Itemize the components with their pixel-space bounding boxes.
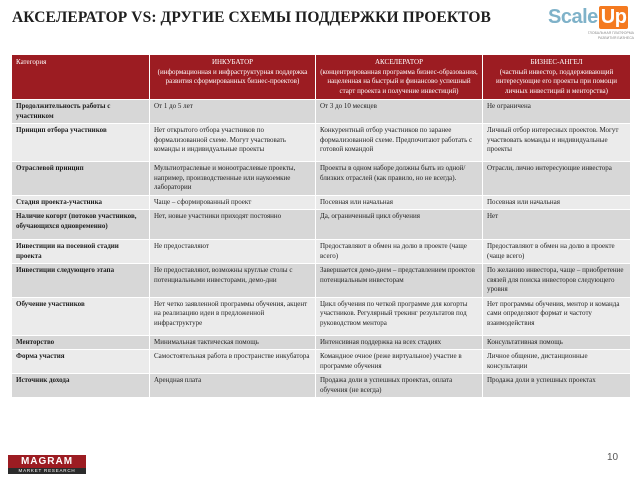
row-header: Менторство bbox=[12, 335, 150, 350]
row-header: Продолжительность работы с участником bbox=[12, 100, 150, 124]
column-header-category: Категория bbox=[12, 55, 150, 100]
table-row bbox=[12, 240, 631, 264]
logo-wordmark bbox=[548, 6, 628, 29]
cell-incubator: Нет, новые участники приходят постоянно bbox=[150, 210, 316, 240]
cell-accelerator: Да, ограниченный цикл обучения bbox=[316, 210, 483, 240]
cell-business-angel: Предоставляют в обмен на долю в проекте (чаще всего) bbox=[483, 240, 631, 264]
column-header-incubator: ИНКУБАТОР (информационная и инфраструктурная поддержка развития сформированных бизнес-проектов) bbox=[150, 55, 316, 100]
row-header: Инвестиции следующего этапа bbox=[12, 264, 150, 298]
table-row bbox=[12, 124, 631, 162]
logo-highlight: Up bbox=[600, 6, 627, 28]
table-row bbox=[12, 297, 631, 335]
footer-brand: MAGRAM bbox=[8, 455, 86, 468]
table-row bbox=[12, 162, 631, 196]
cell-accelerator: Командное очное (реже виртуальное) участие в программе обучения bbox=[316, 350, 483, 374]
table-row bbox=[12, 374, 631, 398]
cell-business-angel: Личный отбор интересных проектов. Могут участвовать команды и индивидуальные проекты bbox=[483, 124, 631, 162]
cell-accelerator: Посевная или начальная bbox=[316, 195, 483, 210]
magram-logo bbox=[8, 455, 86, 475]
cell-incubator: Мультиотраслевые и моноотраслевые проекты, например, производственные или наукоемкие лаборатории bbox=[150, 162, 316, 196]
logo-tagline: ГЛОБАЛЬНАЯ ПЛАТФОРМА РАЗВИТИЯ БИЗНЕСА bbox=[587, 31, 634, 40]
cell-incubator: Арендная плата bbox=[150, 374, 316, 398]
page-number: 10 bbox=[607, 452, 619, 463]
cell-business-angel: Не ограничена bbox=[483, 100, 631, 124]
cell-incubator: Не предоставляют bbox=[150, 240, 316, 264]
comparison-table bbox=[11, 54, 631, 398]
row-header: Источник дохода bbox=[12, 374, 150, 398]
cell-business-angel: Личное общение, дистанционные консультации bbox=[483, 350, 631, 374]
cell-incubator: Самостоятельная работа в пространстве инкубатора bbox=[150, 350, 316, 374]
slide-title: АКСЕЛЕРАТОР VS: ДРУГИЕ СХЕМЫ ПОДДЕРЖКИ ПРОЕКТОВ bbox=[12, 9, 491, 26]
footer-sub: MARKET RESEARCH bbox=[8, 468, 86, 474]
row-header: Принцип отбора участников bbox=[12, 124, 150, 162]
cell-incubator: Нет открытого отбора участников по формализованной схеме. Могут участвовать команды и индивидуальные проекты bbox=[150, 124, 316, 162]
cell-accelerator: Предоставляют в обмен на долю в проекте (чаще всего) bbox=[316, 240, 483, 264]
table-row bbox=[12, 100, 631, 124]
table-row bbox=[12, 195, 631, 210]
table-body bbox=[12, 100, 631, 398]
table-row bbox=[12, 264, 631, 298]
table-row bbox=[12, 350, 631, 374]
table-header-row bbox=[12, 55, 631, 100]
table-row bbox=[12, 335, 631, 350]
column-header-accelerator: АКСЕЛЕРАТОР (концентрированная программа бизнес-образования, нацеленная на быстрый и финансово успешный старт проекта и получение инвестиций) bbox=[316, 55, 483, 100]
cell-accelerator: Интенсивная поддержка на всех стадиях bbox=[316, 335, 483, 350]
cell-accelerator: Конкурентный отбор участников по заранее формализованной схеме. Предпочитают работать с готовой командой bbox=[316, 124, 483, 162]
row-header: Стадия проекта-участника bbox=[12, 195, 150, 210]
cell-accelerator: Продажа доли в успешных проектах, оплата обучения (не всегда) bbox=[316, 374, 483, 398]
cell-business-angel: Нет программы обучения, ментор и команда сами определяют формат и частоту взаимодействия bbox=[483, 297, 631, 335]
row-header: Форма участия bbox=[12, 350, 150, 374]
row-header: Инвестиции на посевной стадии проекта bbox=[12, 240, 150, 264]
cell-accelerator: Завершается демо-днем – представлением проектов потенциальным инвесторам bbox=[316, 264, 483, 298]
cell-business-angel: Консультативная помощь bbox=[483, 335, 631, 350]
row-header: Обучение участников bbox=[12, 297, 150, 335]
cell-incubator: Чаще – сформированный проект bbox=[150, 195, 316, 210]
logo-word: Scale bbox=[548, 6, 598, 28]
column-header-business-angel: БИЗНЕС-АНГЕЛ (частный инвестор, поддерживающий интересующие его проекты при помощи личных инвестиций и менторства) bbox=[483, 55, 631, 100]
cell-accelerator: Проекты в одном наборе должны быть из одной/близких отраслей (как правило, но не всегда). bbox=[316, 162, 483, 196]
table-row bbox=[12, 210, 631, 240]
cell-incubator: От 1 до 5 лет bbox=[150, 100, 316, 124]
cell-incubator: Не предоставляют, возможны круглые столы с потенциальными инвесторами, демо-дни bbox=[150, 264, 316, 298]
cell-business-angel: Продажа доли в успешных проектах bbox=[483, 374, 631, 398]
scaleup-logo bbox=[548, 4, 634, 50]
cell-business-angel: По желанию инвестора, чаще – приобретение связей для поиска инвесторов следующего уровня bbox=[483, 264, 631, 298]
row-header: Отраслевой принцип bbox=[12, 162, 150, 196]
cell-business-angel: Посевная или начальная bbox=[483, 195, 631, 210]
cell-accelerator: От 3 до 10 месяцев bbox=[316, 100, 483, 124]
cell-incubator: Нет четко заявленной программы обучения, акцент на реализацию идеи в предложенной инфраструктуре bbox=[150, 297, 316, 335]
row-header: Наличие когорт (потоков участников, обучающихся одновременно) bbox=[12, 210, 150, 240]
cell-accelerator: Цикл обучения по четкой программе для когорты участников. Регулярный трекинг результатов под руководством ментора bbox=[316, 297, 483, 335]
cell-business-angel: Отрасли, лично интересующие инвестора bbox=[483, 162, 631, 196]
cell-business-angel: Нет bbox=[483, 210, 631, 240]
cell-incubator: Минимальная тактическая помощь bbox=[150, 335, 316, 350]
